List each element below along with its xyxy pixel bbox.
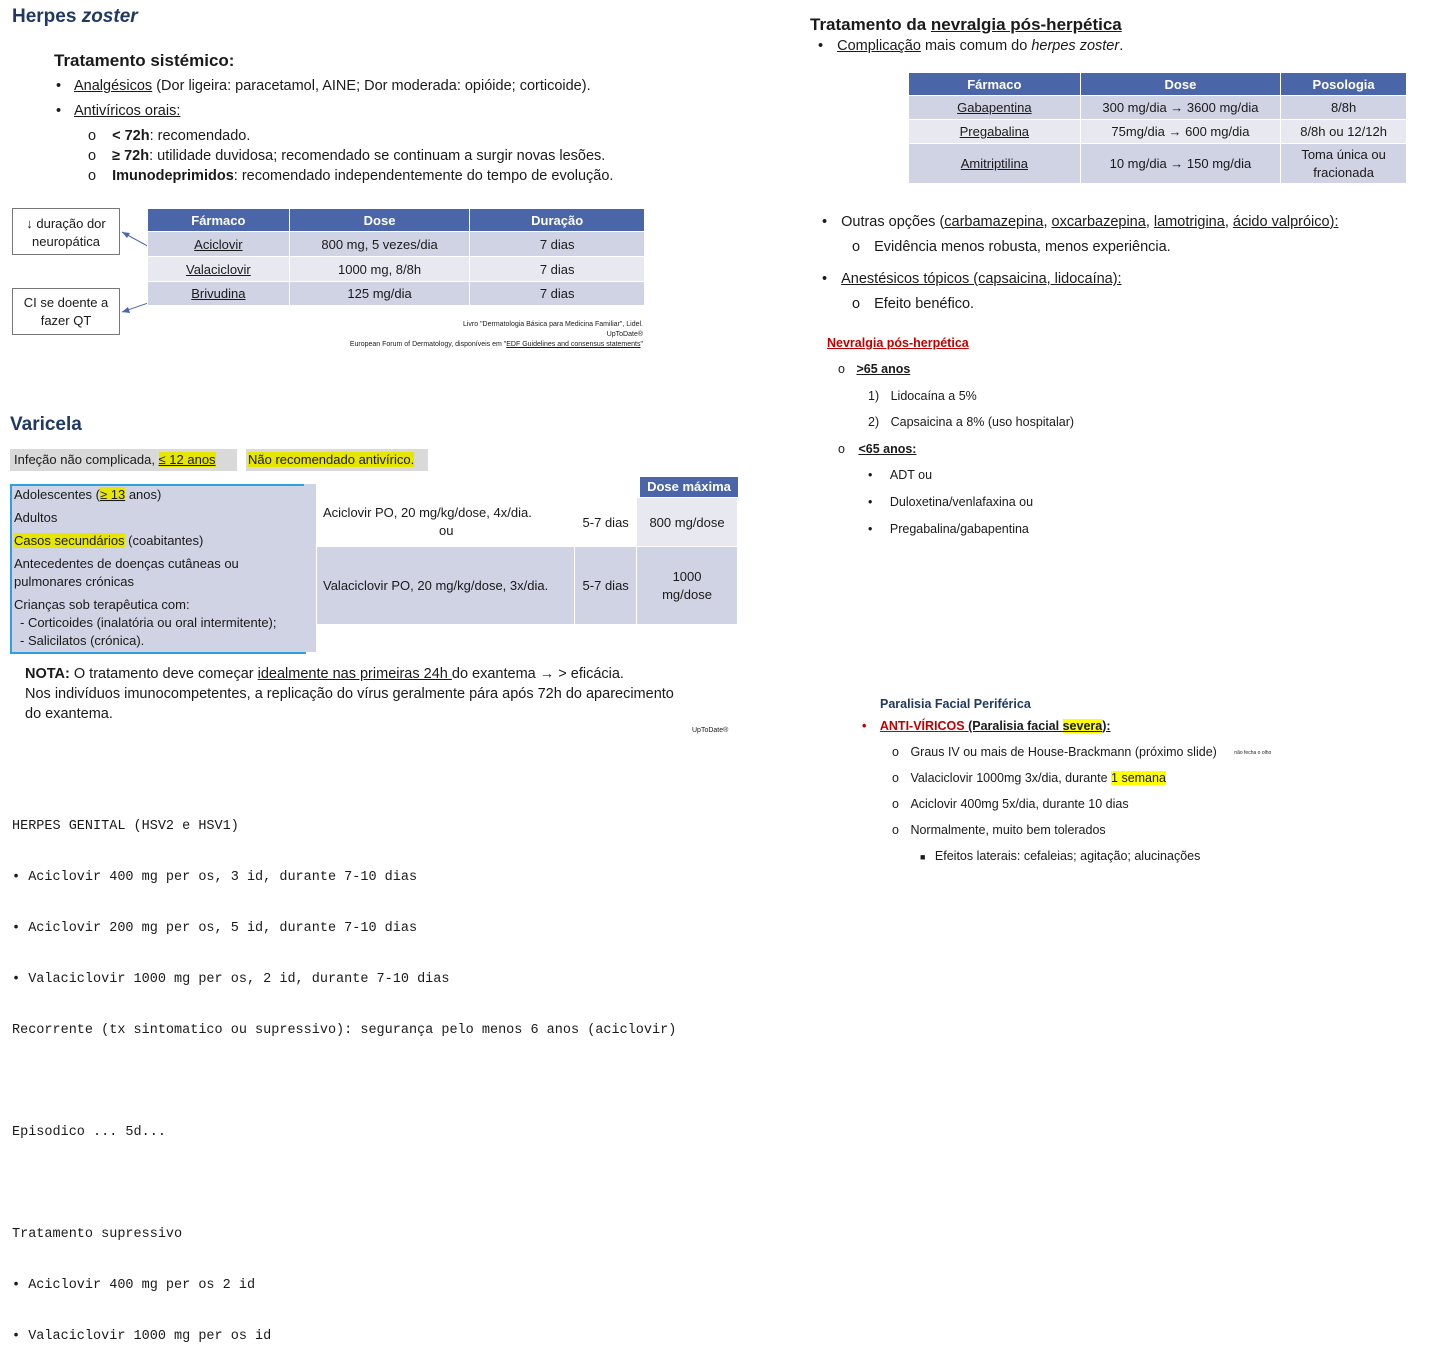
cell-duration: 7 dias	[470, 232, 645, 257]
note-line: Recorrente (tx sintomatico ou supressivo): segurança pelo menos 6 anos (aciclovir)	[12, 1023, 677, 1038]
paralisia-title: Paralisia Facial Periférica	[880, 697, 1031, 711]
callout-ci-qt: CI se doente a fazer QT	[12, 288, 120, 335]
reference-line	[300, 340, 643, 350]
antiviricos-label: ANTI-VÍRICOS	[879, 719, 965, 733]
severa-label: severa	[1062, 719, 1103, 733]
note-line: Episodico ... 5d...	[12, 1125, 166, 1140]
comp-text: mais comum do	[920, 38, 1032, 54]
title-italic: zoster	[81, 6, 138, 27]
bullet: •	[56, 103, 62, 119]
cell-dose: 125 mg/dia	[289, 282, 470, 306]
table-row	[317, 498, 738, 547]
header-farmaco: Fármaco	[148, 209, 290, 232]
age: ≥ 13	[100, 487, 126, 502]
sistemico-heading: Tratamento sistémico:	[54, 51, 235, 70]
title-part: Herpes	[12, 6, 82, 27]
antiviricos-item	[862, 719, 1111, 733]
indication-salicilatos: - Salicilatos (crónica).	[20, 633, 145, 648]
item-note: não fecha o olho	[1234, 750, 1272, 756]
sep: ,	[1224, 214, 1233, 230]
option-text: Capsaicina a 8% (uso hospitalar)	[890, 415, 1075, 429]
header-dose: Dose	[1080, 73, 1281, 96]
cell-dose: 75mg/dia → 600 mg/dia	[1080, 120, 1281, 144]
cell-dose: 1000 mg, 8/8h	[289, 257, 470, 282]
text: Casos secundários	[14, 533, 125, 548]
indication-criancas: Crianças sob terapêutica com:	[14, 597, 190, 612]
nao-recomendado-text: Não recomendado antivírico.	[248, 452, 415, 467]
header-farmaco: Fármaco	[909, 73, 1081, 96]
drug-acido-valproico: ácido valpróico	[1232, 214, 1330, 230]
nota-label: NOTA:	[25, 666, 70, 682]
analgesicos-label: Analgésicos	[74, 78, 153, 94]
table-row	[148, 257, 645, 282]
cell-max-dose: 1000 mg/dose	[637, 547, 738, 625]
under65-item	[838, 442, 916, 456]
note-line: • Valaciclovir 1000 mg per os id	[12, 1329, 272, 1344]
over65-option-1	[868, 389, 977, 403]
antiviricos-end: ):	[1102, 719, 1111, 733]
anestesicos-sub-text: Efeito benéfico.	[874, 296, 975, 312]
header-posologia: Posologia	[1281, 73, 1407, 96]
cell-dose: 800 mg, 5 vezes/dia	[289, 232, 470, 257]
sub-text: : recomendado independentemente do tempo de evolução.	[233, 168, 614, 184]
paralisia-item-efeitos	[920, 849, 1200, 863]
bullet: •	[56, 78, 62, 94]
item-text: Aciclovir 400mg 5x/dia, durante 10 dias	[910, 797, 1129, 811]
varicela-reference: UpToDate®	[692, 727, 729, 734]
circle-bullet-icon: o	[838, 442, 845, 456]
nota-underlined: idealmente nas primeiras 24h	[257, 666, 452, 682]
bullet: •	[868, 468, 873, 482]
note-line	[12, 1073, 676, 1090]
bullet: •	[822, 271, 828, 287]
table-row	[317, 547, 738, 625]
note-line: Tratamento supressivo	[12, 1227, 183, 1242]
note-line: HERPES GENITAL (HSV2 e HSV1)	[12, 819, 239, 834]
varicela-box-edge	[304, 484, 316, 652]
circle-bullet-icon: o	[892, 745, 899, 759]
cell-posologia: Toma única ou fracionada	[1281, 144, 1407, 184]
title-underlined: nevralgia pós-herpética	[930, 15, 1122, 34]
cell-drug: Valaciclovir PO, 20 mg/kg/dose, 3x/dia.	[317, 547, 575, 625]
sep: ,	[1145, 214, 1154, 230]
cell-dose: 300 mg/dia → 3600 mg/dia	[1080, 96, 1281, 120]
item-text: Efeitos laterais: cefaleias; agitação; alucinações	[934, 849, 1201, 863]
cell-duration: 7 dias	[470, 257, 645, 282]
antiviricos-label: Antivíricos orais:	[74, 103, 181, 119]
npH2-title: Nevralgia pós-herpética	[827, 336, 969, 350]
nota-line-1	[25, 666, 624, 682]
item-text: Graus IV ou mais de House-Brackmann (próximo slide)	[910, 745, 1217, 759]
item-highlight: 1 semana	[1111, 771, 1166, 785]
infecao-age: ≤ 12 anos	[158, 452, 216, 467]
analgesicos-text: (Dor ligeira: paracetamol, AINE; Dor moderada: opióide; corticoide).	[152, 78, 591, 94]
anestesicos-sub-item	[852, 296, 974, 312]
ref-link[interactable]: EDF Guidelines and consensus statements	[506, 341, 641, 348]
cell-dose: 10 mg/dia → 150 mg/dia	[1080, 144, 1281, 184]
text: (coabitantes)	[124, 533, 204, 548]
indication-corticoides: - Corticoides (inalatória ou oral intermitente);	[20, 615, 277, 630]
paralisia-item-valaciclovir	[892, 771, 1166, 785]
sub-label: ≥ 72h	[112, 148, 150, 164]
outras-text: Outras opções (	[841, 214, 945, 230]
bullet: •	[862, 719, 867, 733]
circle-bullet-icon: o	[852, 296, 861, 312]
paralisia-item-tolerados	[892, 823, 1106, 837]
title-part: Tratamento da	[810, 15, 931, 34]
varicela-indications-box	[10, 484, 306, 654]
indication-adolescentes	[14, 486, 161, 504]
sub-label: < 72h	[112, 128, 150, 144]
outras-end: ):	[1329, 214, 1339, 230]
varicela-dose-table	[316, 497, 738, 625]
sub-text: : recomendado.	[149, 128, 251, 144]
reference-line: Livro "Dermatologia Básica para Medicina Familiar", Lidel.	[462, 321, 643, 328]
note-line: • Aciclovir 400 mg per os 2 id	[12, 1278, 256, 1293]
comp-end: .	[1119, 38, 1124, 54]
table-row	[148, 282, 645, 306]
outras-sub-item	[852, 239, 1171, 255]
cell-duration: 5-7 dias	[575, 547, 637, 625]
number: 1)	[868, 389, 880, 403]
cell-drug: Aciclovir	[148, 232, 290, 257]
circle-bullet-icon: o	[892, 823, 899, 837]
over65-option-2	[868, 415, 1074, 429]
comp-italic: herpes zoster	[1031, 38, 1120, 54]
cell-drug: Pregabalina	[909, 120, 1081, 144]
hz-treatment-table	[147, 208, 645, 306]
under65-label: <65 anos:	[858, 442, 917, 456]
circle-bullet-icon: o	[892, 771, 899, 785]
text: anos)	[125, 487, 162, 502]
circle-bullet-icon: o	[838, 362, 845, 376]
item-text: Valaciclovir 1000mg 3x/dia, durante	[910, 771, 1112, 785]
option-text: Lidocaína a 5%	[890, 389, 977, 403]
nota-line-3: do exantema.	[25, 706, 113, 722]
anestesicos-item	[822, 271, 1122, 287]
npH-table	[908, 72, 1407, 184]
bullet: •	[818, 38, 824, 54]
note-line: • Aciclovir 400 mg per os, 3 id, durante 7-10 dias	[12, 870, 418, 885]
nota-line-2: Nos indivíduos imunocompetentes, a replicação do vírus geralmente pára após 72h do aparecimento	[25, 686, 674, 702]
cell-posologia: 8/8h	[1281, 96, 1407, 120]
comp-label: Complicação	[837, 38, 921, 54]
note-line: • Aciclovir 200 mg per os, 5 id, durante 7-10 dias	[12, 921, 418, 936]
option-text: ADT ou	[889, 468, 933, 482]
ou-text: ou	[439, 523, 454, 538]
hz-references	[300, 320, 643, 350]
cell-drug: Brivudina	[148, 282, 290, 306]
note-line: • Valaciclovir 1000 mg per os, 2 id, durante 7-10 dias	[12, 972, 450, 987]
option-text: Pregabalina/gabapentina	[889, 522, 1029, 536]
text: Adolescentes (	[14, 487, 100, 502]
reference-line: UpToDate®	[606, 331, 643, 338]
circle-bullet-icon: o	[852, 239, 861, 255]
under65-option	[868, 495, 1033, 509]
bullet: •	[822, 214, 828, 230]
herpes-genital-notes	[12, 784, 676, 1362]
cell-posologia: 8/8h ou 12/12h	[1281, 120, 1407, 144]
callout-duracao-dor: ↓ duração dor neuropática	[12, 208, 120, 255]
sub-label: Imunodeprimidos	[112, 168, 234, 184]
table-header-row	[148, 209, 645, 232]
cell-drug: Amitriptilina	[909, 144, 1081, 184]
dose-maxima-header: Dose máxima	[640, 477, 738, 497]
under65-option	[868, 468, 932, 482]
infecao-label	[10, 449, 237, 471]
ref-text: European Forum of Dermatology, disponíveis em "	[349, 341, 507, 348]
antiviricos-text: (Paralisia facial	[964, 719, 1063, 733]
bullet: •	[868, 522, 873, 536]
ref-text: "	[640, 341, 643, 348]
cell-drug: Valaciclovir	[148, 257, 290, 282]
infecao-text: Infeção não complicada,	[14, 452, 159, 467]
item-text: Normalmente, muito bem tolerados	[910, 823, 1106, 837]
sep: ,	[1043, 214, 1052, 230]
drug-oxcarbazepina: oxcarbazepina	[1051, 214, 1146, 230]
table-row	[148, 232, 645, 257]
outras-sub-text: Evidência menos robusta, menos experiência.	[874, 239, 1171, 255]
anestesicos-label: Anestésicos tópicos (capsaicina, lidocaína):	[841, 271, 1122, 287]
drug-lamotrigina: lamotrigina	[1153, 214, 1225, 230]
bullet: •	[868, 495, 873, 509]
circle-bullet-icon: o	[88, 128, 97, 144]
circle-bullet-icon: o	[892, 797, 899, 811]
note-line	[12, 1175, 676, 1192]
square-bullet-icon: ■	[920, 852, 926, 862]
over65-label: >65 anos	[856, 362, 911, 376]
table-row	[909, 120, 1407, 144]
nao-recomendado-label	[246, 449, 428, 471]
cell-drug	[317, 498, 575, 547]
drug-text: Aciclovir PO, 20 mg/kg/dose, 4x/dia.	[323, 505, 532, 520]
cell-duration: 5-7 dias	[575, 498, 637, 547]
cell-drug: Gabapentina	[909, 96, 1081, 120]
header-dose: Dose	[289, 209, 470, 232]
indication-casos	[14, 532, 203, 550]
nota-text: O tratamento deve começar	[69, 666, 258, 682]
complicacao-item	[818, 38, 1123, 54]
table-row	[909, 144, 1407, 184]
outras-opcoes-item	[822, 214, 1338, 230]
circle-bullet-icon: o	[88, 148, 97, 164]
cell-max-dose: 800 mg/dose	[637, 498, 738, 547]
npH-title	[810, 15, 1122, 35]
paralisia-item-graus	[892, 745, 1271, 759]
drug-carbamazepina: carbamazepina	[944, 214, 1044, 230]
under65-option	[868, 522, 1029, 536]
option-text: Duloxetina/venlafaxina ou	[889, 495, 1034, 509]
header-duracao: Duração	[470, 209, 645, 232]
table-row	[909, 96, 1407, 120]
indication-antecedentes: Antecedentes de doenças cutâneas ou pulmonares crónicas	[14, 556, 239, 589]
number: 2)	[868, 415, 880, 429]
paralisia-item-aciclovir	[892, 797, 1129, 811]
indication-adultos: Adultos	[14, 510, 58, 525]
cell-duration: 7 dias	[470, 282, 645, 306]
varicela-title: Varicela	[10, 414, 82, 435]
circle-bullet-icon: o	[88, 168, 97, 184]
nota-text: do exantema → > eficácia.	[451, 666, 624, 682]
over65-item	[838, 362, 910, 376]
table-header-row	[909, 73, 1407, 96]
sub-text: : utilidade duvidosa; recomendado se continuam a surgir novas lesões.	[149, 148, 606, 164]
